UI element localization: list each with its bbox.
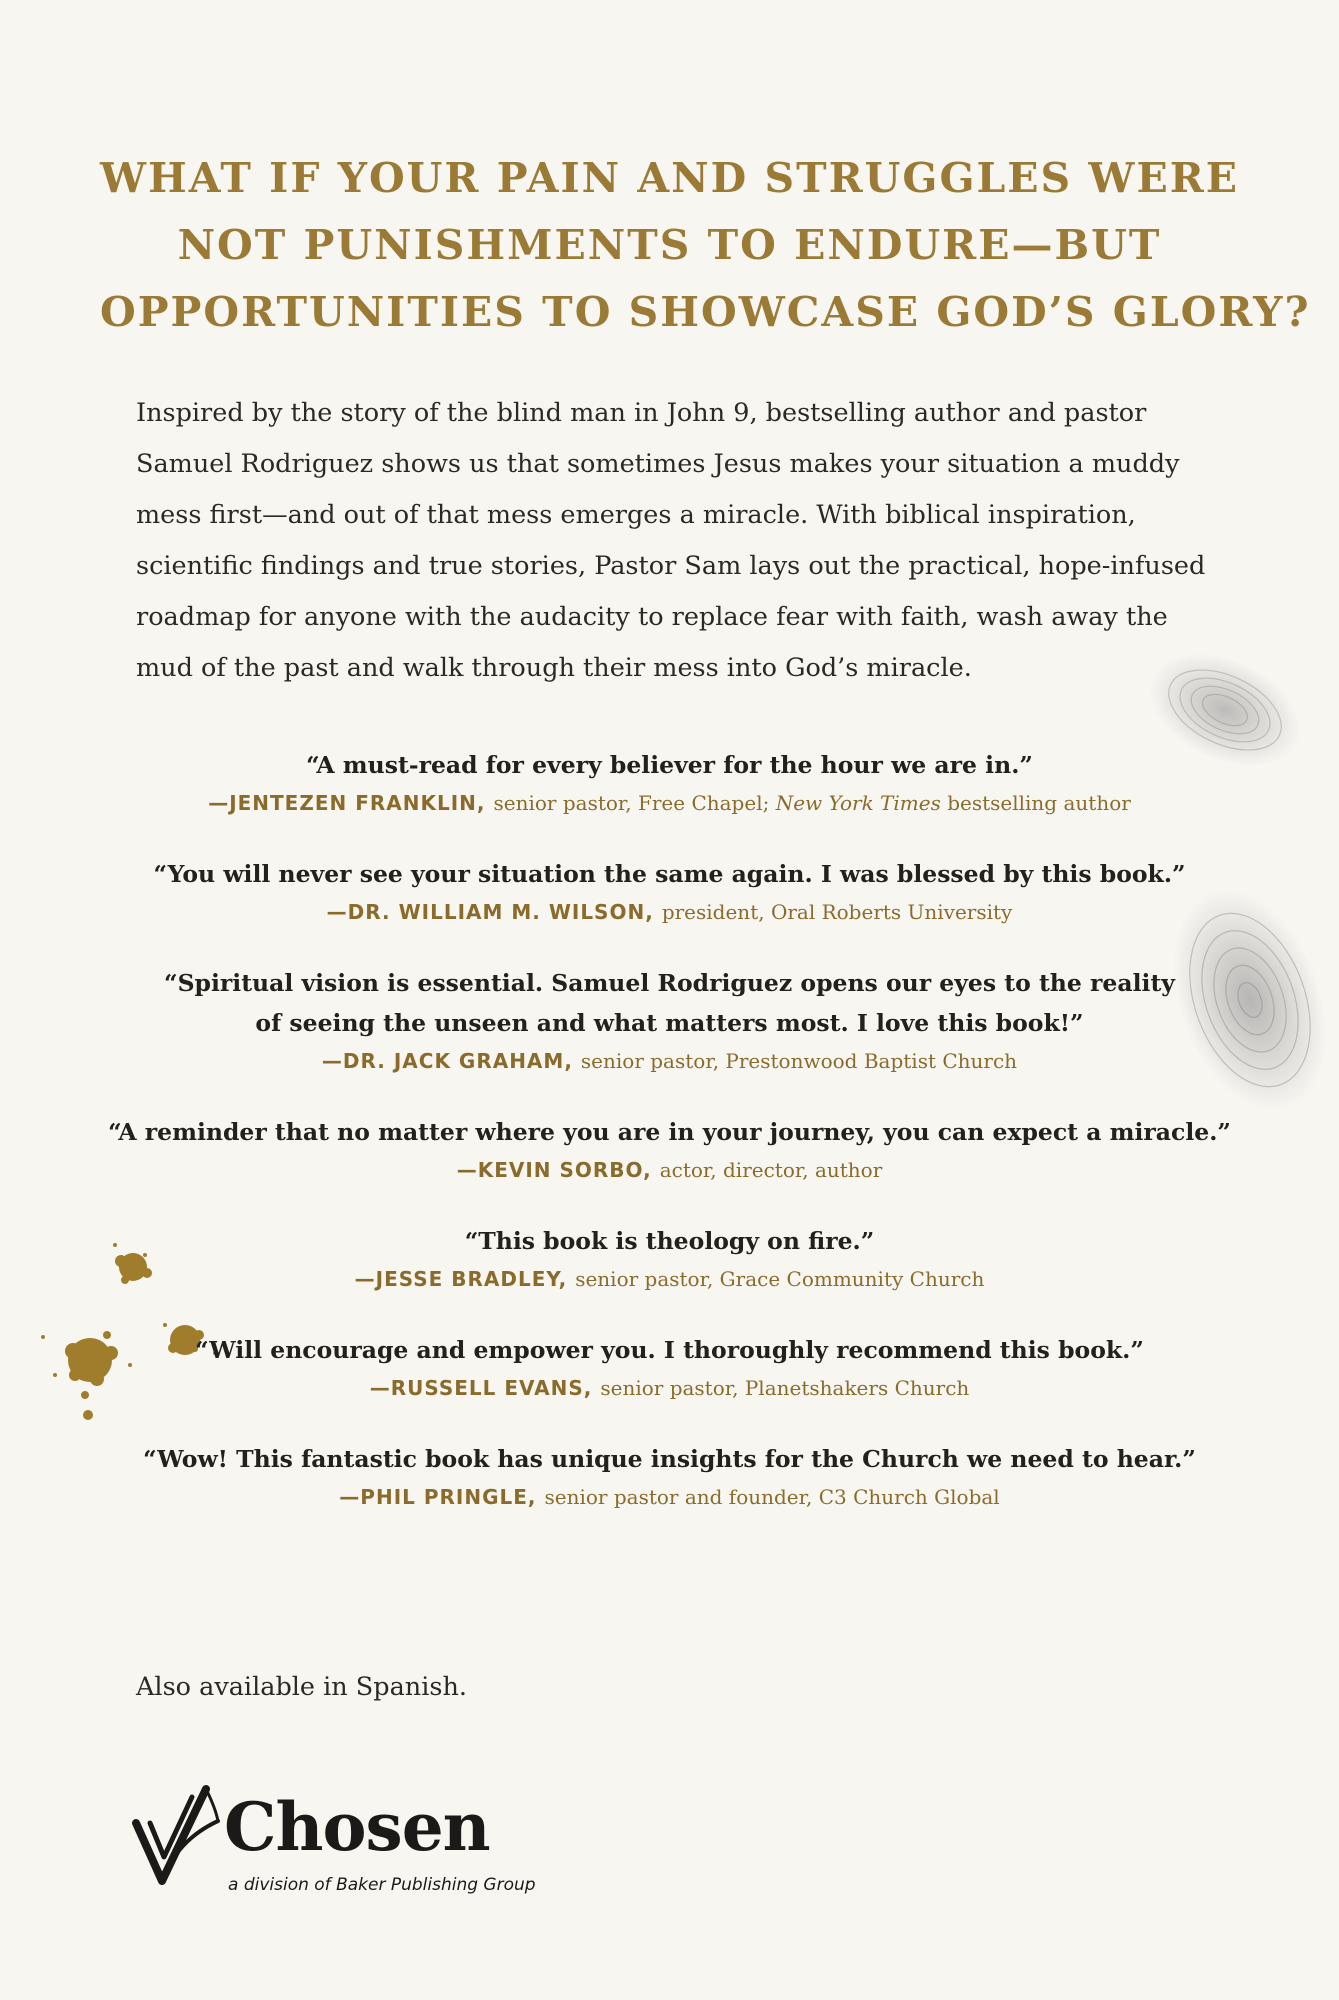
endorsement-quote: “Spiritual vision is essential. Samuel Rodriguez opens our eyes to the reality	[164, 969, 1175, 997]
headline-line: NOT PUNISHMENTS TO ENDURE—BUT	[177, 221, 1162, 269]
endorser-role-suffix: bestselling author	[940, 791, 1131, 815]
endorser-role: president, Oral Roberts University	[661, 900, 1013, 924]
endorsement	[60, 1439, 1279, 1515]
endorser-role: senior pastor and founder, C3 Church Global	[544, 1485, 1000, 1509]
publisher-tagline: a division of Baker Publishing Group	[228, 1875, 536, 1895]
headline-line: WHAT IF YOUR PAIN AND STRUGGLES WERE	[100, 154, 1240, 202]
endorsement	[60, 854, 1279, 930]
description-line: Inspired by the story of the blind man in John 9, bestselling author and pastor	[136, 398, 1147, 428]
endorsement-attribution	[60, 1152, 1279, 1188]
endorsement-quote: “Wow! This fantastic book has unique insights for the Church we need to hear.”	[143, 1445, 1196, 1473]
endorsement-attribution	[60, 1043, 1279, 1079]
endorser-role: senior pastor, Prestonwood Baptist Church	[580, 1049, 1018, 1073]
endorser-role: actor, director, author	[659, 1158, 883, 1182]
endorser-role: senior pastor, Grace Community Church	[575, 1267, 985, 1291]
endorsement	[60, 1221, 1279, 1297]
endorsement-quote: “You will never see your situation the same again. I was blessed by this book.”	[153, 860, 1186, 888]
endorsement-quote: of seeing the unseen and what matters most. I love this book!”	[255, 1009, 1084, 1037]
endorsements	[60, 745, 1279, 1548]
headline-line: OPPORTUNITIES TO SHOWCASE GOD’S GLORY?	[100, 288, 1311, 336]
endorsement-attribution	[60, 1261, 1279, 1297]
endorser-name: —RUSSELL EVANS,	[369, 1376, 593, 1400]
description-line: mess first—and out of that mess emerges a miracle. With biblical inspiration,	[136, 500, 1136, 530]
endorsement-attribution	[60, 785, 1279, 821]
description-line: roadmap for anyone with the audacity to replace fear with faith, wash away the	[136, 602, 1168, 632]
endorser-publication: New York Times	[775, 791, 941, 815]
endorsement	[60, 1330, 1279, 1406]
endorsement-quote: “A must-read for every believer for the hour we are in.”	[306, 751, 1033, 779]
endorsement	[60, 1112, 1279, 1188]
headline	[100, 145, 1311, 346]
description-paragraph	[136, 388, 1216, 694]
endorser-name: —DR. WILLIAM M. WILSON,	[326, 900, 654, 924]
description-line: Samuel Rodriguez shows us that sometimes Jesus makes your situation a muddy	[136, 449, 1180, 479]
endorsement	[60, 745, 1279, 821]
endorser-name: —KEVIN SORBO,	[456, 1158, 652, 1182]
chosen-v-leaf-icon	[132, 1783, 226, 1887]
endorser-role: senior pastor, Planetshakers Church	[600, 1376, 970, 1400]
endorsement-attribution	[60, 894, 1279, 930]
endorsement-attribution	[60, 1370, 1279, 1406]
endorsement-attribution	[60, 1479, 1279, 1515]
availability-note: Also available in Spanish.	[136, 1672, 467, 1702]
endorsement-quote: “This book is theology on fire.”	[464, 1227, 875, 1255]
endorser-name: —DR. JACK GRAHAM,	[321, 1049, 573, 1073]
endorser-role: senior pastor, Free Chapel;	[493, 791, 776, 815]
endorsement	[60, 963, 1279, 1079]
description-line: mud of the past and walk through their mess into God’s miracle.	[136, 653, 972, 683]
endorsement-quote: “A reminder that no matter where you are in your journey, you can expect a miracle.”	[108, 1118, 1231, 1146]
description-line: scientific findings and true stories, Pastor Sam lays out the practical, hope-infused	[136, 551, 1206, 581]
endorser-name: —JENTEZEN FRANKLIN,	[208, 791, 486, 815]
endorser-name: —JESSE BRADLEY,	[354, 1267, 568, 1291]
publisher-name: Chosen	[224, 1788, 490, 1866]
endorsement-quote: “Will encourage and empower you. I thoroughly recommend this book.”	[195, 1336, 1144, 1364]
endorser-name: —PHIL PRINGLE,	[339, 1485, 537, 1509]
